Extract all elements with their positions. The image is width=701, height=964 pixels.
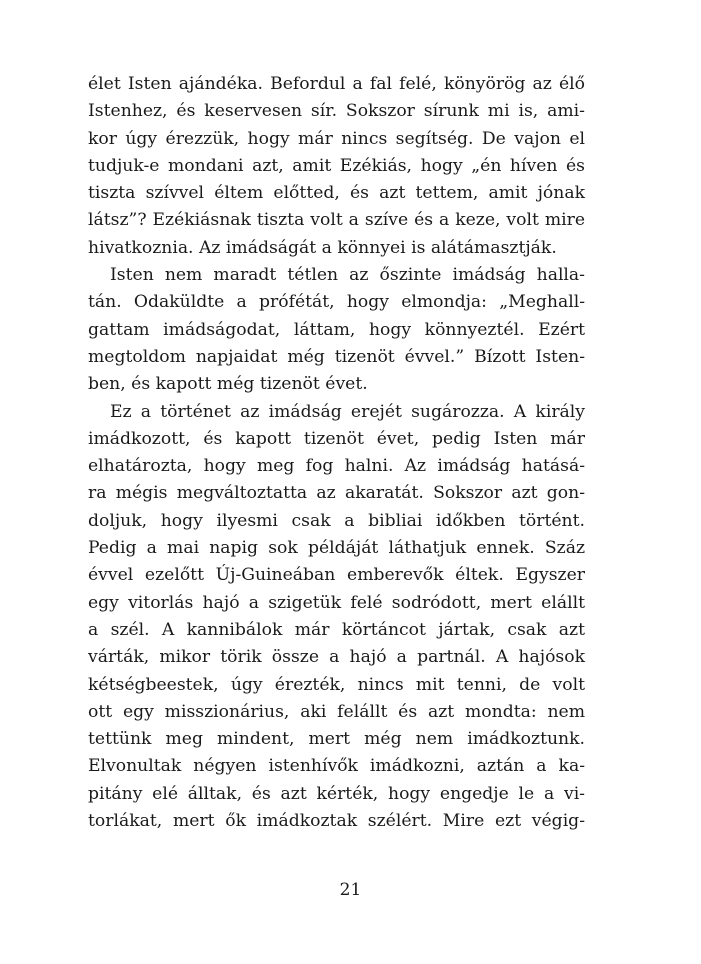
text-line: megtoldom napjaidat még tizenöt évvel.” Bízott Isten- (88, 346, 585, 367)
text-line-paragraph-end: hivatkoznia. Az imádságát a könnyei is alátámasztják. (88, 237, 557, 258)
text-line: tudjuk-e mondani azt, amit Ezékiás, hogy „én híven és (88, 155, 585, 176)
text-line: elhatározta, hogy meg fog halni. Az imádság hatásá- (88, 456, 585, 477)
text-line: Pedig a mai napig sok példáját láthatjuk ennek. Száz (88, 538, 585, 559)
text-line-paragraph-start: Ez a történet az imádság erejét sugározza. A király (110, 401, 585, 422)
text-line: kor úgy érezzük, hogy már nincs segítség. De vajon el (88, 128, 585, 149)
text-line: gattam imádságodat, láttam, hogy könnyeztél. Ezért (88, 319, 585, 340)
text-line: tettünk meg mindent, mert még nem imádkoztunk. (88, 729, 585, 750)
text-line: élet Isten ajándéka. Befordul a fal felé, könyörög az élő (88, 74, 585, 94)
text-line: kétségbeestek, úgy érezték, nincs mit tenni, de volt (88, 674, 585, 695)
text-line: ra mégis megváltoztatta az akaratát. Sokszor azt gon- (88, 483, 585, 504)
text-line: a szél. A kannibálok már körtáncot jártak, csak azt (88, 619, 585, 640)
text-line: doljuk, hogy ilyesmi csak a bibliai időkben történt. (88, 510, 585, 531)
text-line: évvel ezelőtt Új-Guineában emberevők éltek. Egyszer (88, 565, 585, 586)
text-line: Istenhez, és keservesen sír. Sokszor sírunk mi is, ami- (88, 101, 585, 122)
text-line: torlákat, mert ők imádkoztak szélért. Mire ezt végig- (88, 811, 585, 832)
text-line: pitány elé álltak, és azt kérték, hogy engedje le a vi- (88, 783, 585, 804)
body-text (88, 71, 585, 835)
text-line: egy vitorlás hajó a szigetük felé sodródott, mert elállt (88, 592, 585, 613)
page-number: 21 (339, 880, 362, 900)
text-line: Elvonultak négyen istenhívők imádkozni, aztán a ka- (88, 756, 585, 777)
text-line-paragraph-end: ben, és kapott még tizenöt évet. (88, 374, 368, 395)
text-line-paragraph-start: Isten nem maradt tétlen az őszinte imádság halla- (110, 265, 585, 286)
text-line: várták, mikor törik össze a hajó a partnál. A hajósok (88, 647, 585, 668)
text-line: tán. Odaküldte a prófétát, hogy elmondja: „Meghall- (88, 292, 585, 313)
text-line: tiszta szívvel éltem előtted, és azt tettem, amit jónak (88, 183, 585, 204)
text-line: imádkozott, és kapott tizenöt évet, pedig Isten már (88, 428, 585, 449)
text-line: ott egy misszionárius, aki felállt és azt mondta: nem (88, 701, 585, 722)
text-line: látsz”? Ezékiásnak tiszta volt a szíve és a keze, volt mire (88, 210, 585, 231)
